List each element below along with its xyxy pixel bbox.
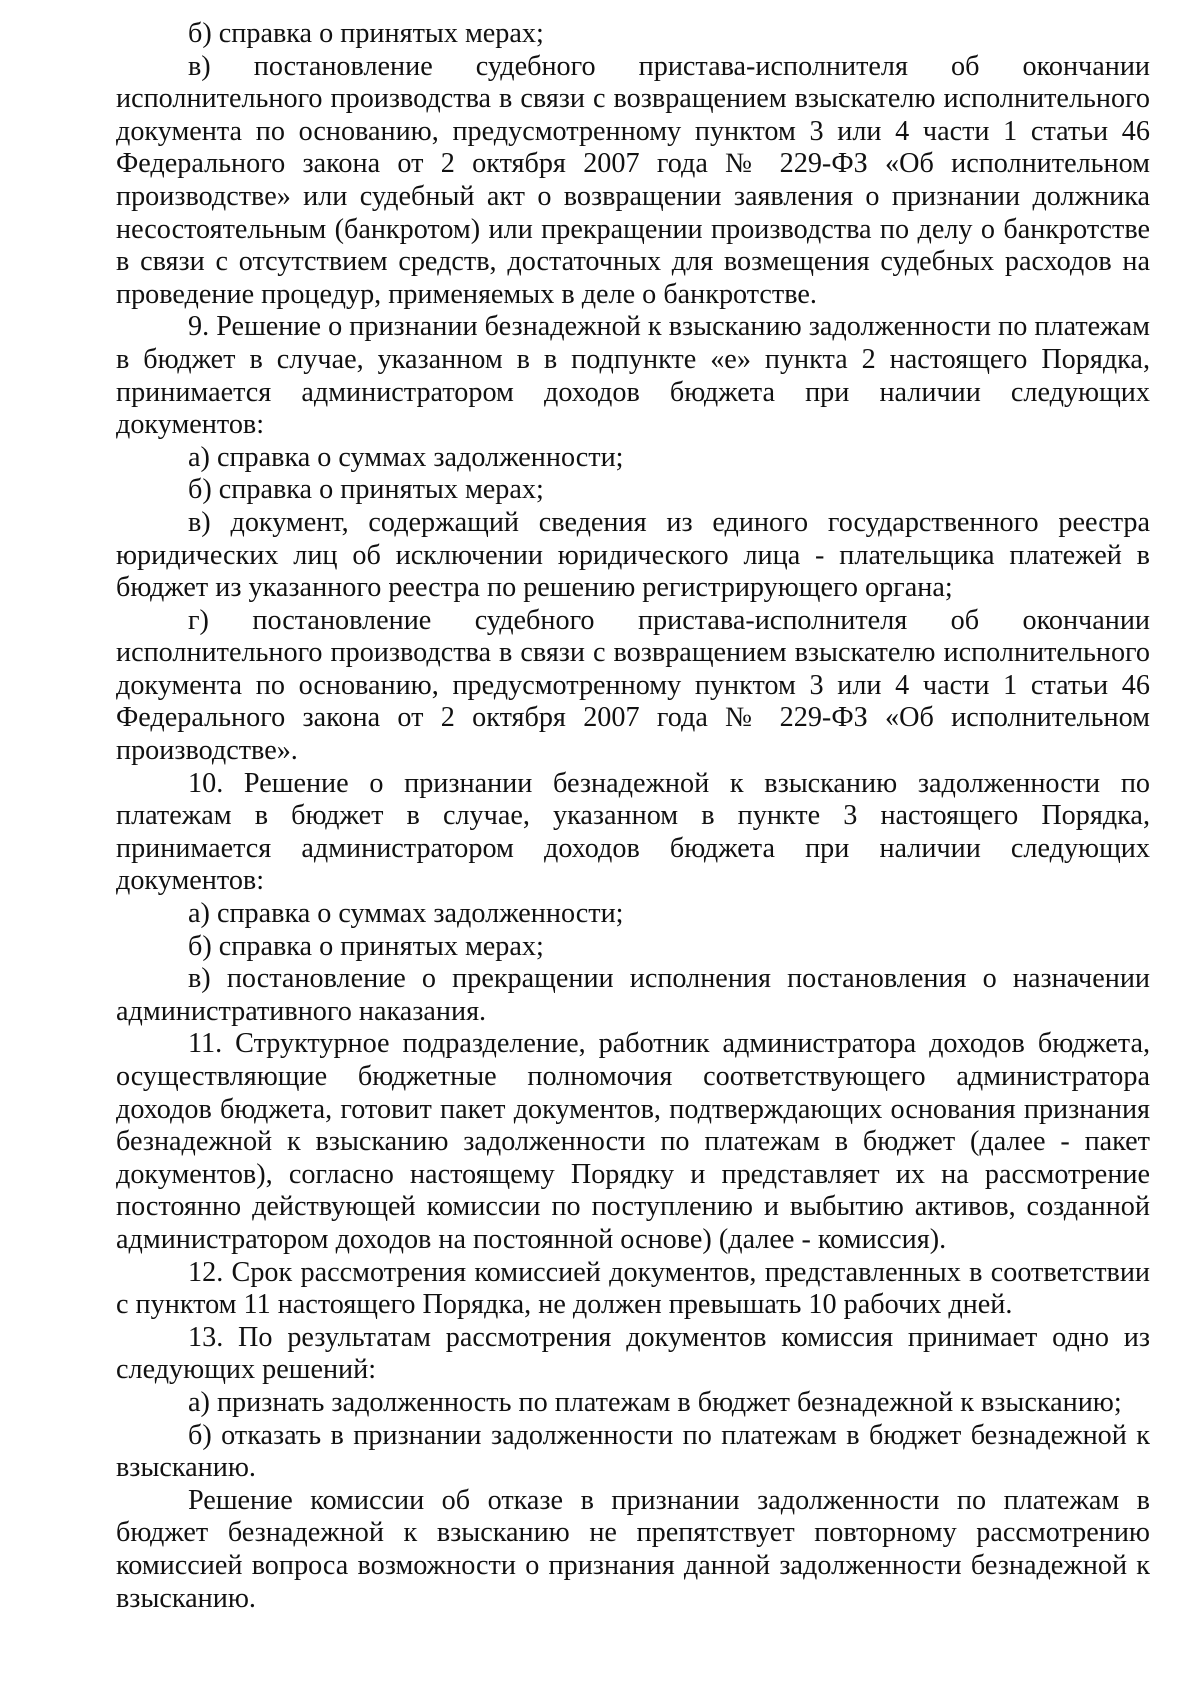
paragraph-13-review-results: 13. По результатам рассмотрения документов комиссия принимает одно из следующих решений: <box>116 1321 1150 1386</box>
paragraph-v-bailiff-order: в) постановление судебного пристава-исполнителя об окончании исполнительного производства в связи с возвращением взыскателю исполнительного документа по основанию, предусмотренному пунктом 3 или 4 части 1 статьи 46 Федерального закона от 2 октября 2007 года № 229-ФЗ «Об исполнительном производстве» или судебный акт о возвращении заявления о признании должника несостоятельным (банкротом) или прекращении производства по делу о банкротстве в связи с отсутствием средств, достаточных для возмещения судебных расходов на проведение процедур, применяемых в деле о банкротстве. <box>116 50 1150 310</box>
paragraph-10-decision: 10. Решение о признании безнадежной к взысканию задолженности по платежам в бюджет в случае, указанном в пункте 3 настоящего Порядка, принимается администратором доходов бюджета при наличии следующих документов: <box>116 767 1150 897</box>
paragraph-a-debt-certificate-2: а) справка о суммах задолженности; <box>188 898 624 930</box>
paragraph-b-measures-2: б) справка о принятых мерах; <box>188 474 544 506</box>
paragraph-a-debt-certificate-1: а) справка о суммах задолженности; <box>188 441 624 473</box>
paragraph-v-termination-order: в) постановление о прекращении исполнения постановления о назначении административного наказания. <box>116 963 1150 1027</box>
paragraph-commission-refusal: Решение комиссии об отказе в признании задолженности по платежам в бюджет безнадежной к взысканию не препятствует повторному рассмотрению комиссией вопроса возможности о признания данной задолженности безнадежной к взысканию. <box>116 1484 1150 1614</box>
paragraph-a-recognize-debt: а) признать задолженность по платежам в бюджет безнадежной к взысканию; <box>188 1386 1122 1418</box>
paragraph-v-registry-document: в) документ, содержащий сведения из единого государственного реестра юридических лиц об исключении юридического лица - плательщика платежей в бюджет из указанного реестра по решению регистрирующего органа; <box>116 506 1150 604</box>
paragraph-b-refuse-recognition: б) отказать в признании задолженности по платежам в бюджет безнадежной к взысканию. <box>116 1419 1150 1484</box>
paragraph-11-structural-unit: 11. Структурное подразделение, работник администратора доходов бюджета, осуществляющие бюджетные полномочия соответствующего администратора доходов бюджета, готовит пакет документов, подтверждающих основания признания безнадежной к взысканию задолженности по платежам в бюджет (далее - пакет документов), согласно настоящему Порядку и представляет их на рассмотрение постоянно действующей комиссии по поступлению и выбытию активов, созданной администратором доходов на постоянной основе) (далее - комиссия). <box>116 1028 1150 1255</box>
paragraph-9-decision: 9. Решение о признании безнадежной к взысканию задолженности по платежам в бюджет в случае, указанном в в подпункте «е» пункта 2 настоящего Порядка, принимается администратором доходов бюджета при наличии следующих документов: <box>116 311 1150 441</box>
paragraph-g-bailiff-order: г) постановление судебного пристава-исполнителя об окончании исполнительного производства в связи с возвращением взыскателю исполнительного документа по основанию, предусмотренному пунктом 3 или 4 части 1 статьи 46 Федерального закона от 2 октября 2007 года № 229-ФЗ «Об исполнительном производстве». <box>116 604 1150 767</box>
paragraph-b-measures-1: б) справка о принятых мерах; <box>188 18 544 49</box>
paragraph-b-measures-3: б) справка о принятых мерах; <box>188 930 544 962</box>
document-page <box>116 18 1150 1615</box>
paragraph-12-review-period: 12. Срок рассмотрения комиссией документов, представленных в соответствии с пунктом 11 настоящего Порядка, не должен превышать 10 рабочих дней. <box>116 1256 1150 1321</box>
